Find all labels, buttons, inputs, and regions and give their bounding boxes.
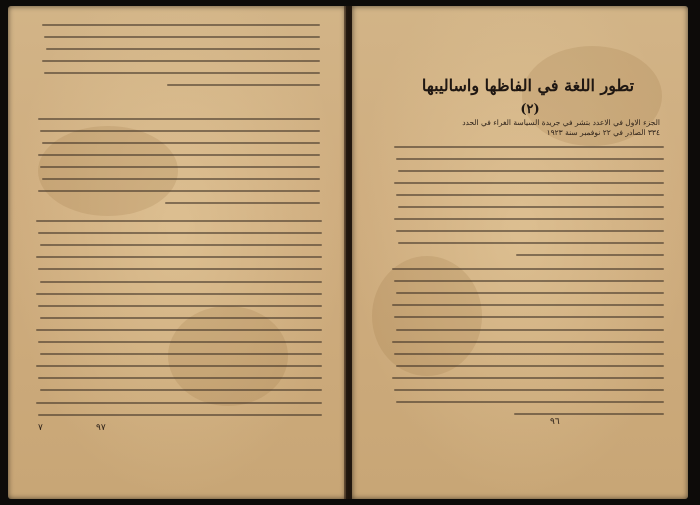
text-line [40,166,320,168]
text-line [44,72,320,74]
text-line [396,230,664,232]
text-line [394,280,664,282]
text-line [40,389,322,391]
text-line [394,146,664,148]
article-footnote: الجزء الاول في الاعدد بتشر في جريدة السياسة الغراء في الحدد ٣٣٤ الصادر في ٢٢ نوفمبر سنة ١٩٢٣ [462,118,660,137]
text-line [42,178,320,180]
text-line [36,402,322,404]
text-line [398,170,664,172]
article-part-number: (٢) [520,102,540,117]
text-line [396,158,664,160]
text-line [38,305,322,307]
text-line [36,329,322,331]
text-line [392,377,664,379]
text-line [396,292,664,294]
text-line [167,84,320,86]
text-line [396,401,664,403]
article-title: تطور اللغة في الفاظها واساليبها [421,76,635,95]
text-line [40,281,322,283]
text-line [38,414,322,416]
text-line [514,413,664,415]
page-number-right: ٩٦ [550,417,560,427]
text-line [392,304,664,306]
text-line [38,377,322,379]
text-line [165,202,320,204]
text-line [36,256,322,258]
text-line [40,317,322,319]
page-number-left-corner: ٧ [38,423,43,433]
text-line [38,154,320,156]
text-line [394,182,664,184]
left-page [8,6,346,499]
text-line [36,293,322,295]
text-line [394,389,664,391]
paper-stain [38,126,178,216]
text-line [392,268,664,270]
text-line [40,244,322,246]
text-line [36,365,322,367]
text-line [44,36,320,38]
text-line [42,142,320,144]
text-line [40,353,322,355]
text-line [46,48,320,50]
right-page [352,6,688,499]
text-line [38,268,322,270]
text-line [38,232,322,234]
text-line [38,341,322,343]
text-line [396,329,664,331]
text-line [516,254,665,256]
text-line [40,130,320,132]
text-line [38,118,320,120]
text-line [396,365,664,367]
text-line [398,242,664,244]
text-line [398,206,664,208]
page-number-left: ٩٧ [96,423,106,433]
text-line [392,341,664,343]
text-line [396,194,664,196]
text-line [42,60,320,62]
text-line [42,24,320,26]
text-line [394,353,664,355]
text-line [38,190,320,192]
text-line [394,218,664,220]
text-line [36,220,322,222]
